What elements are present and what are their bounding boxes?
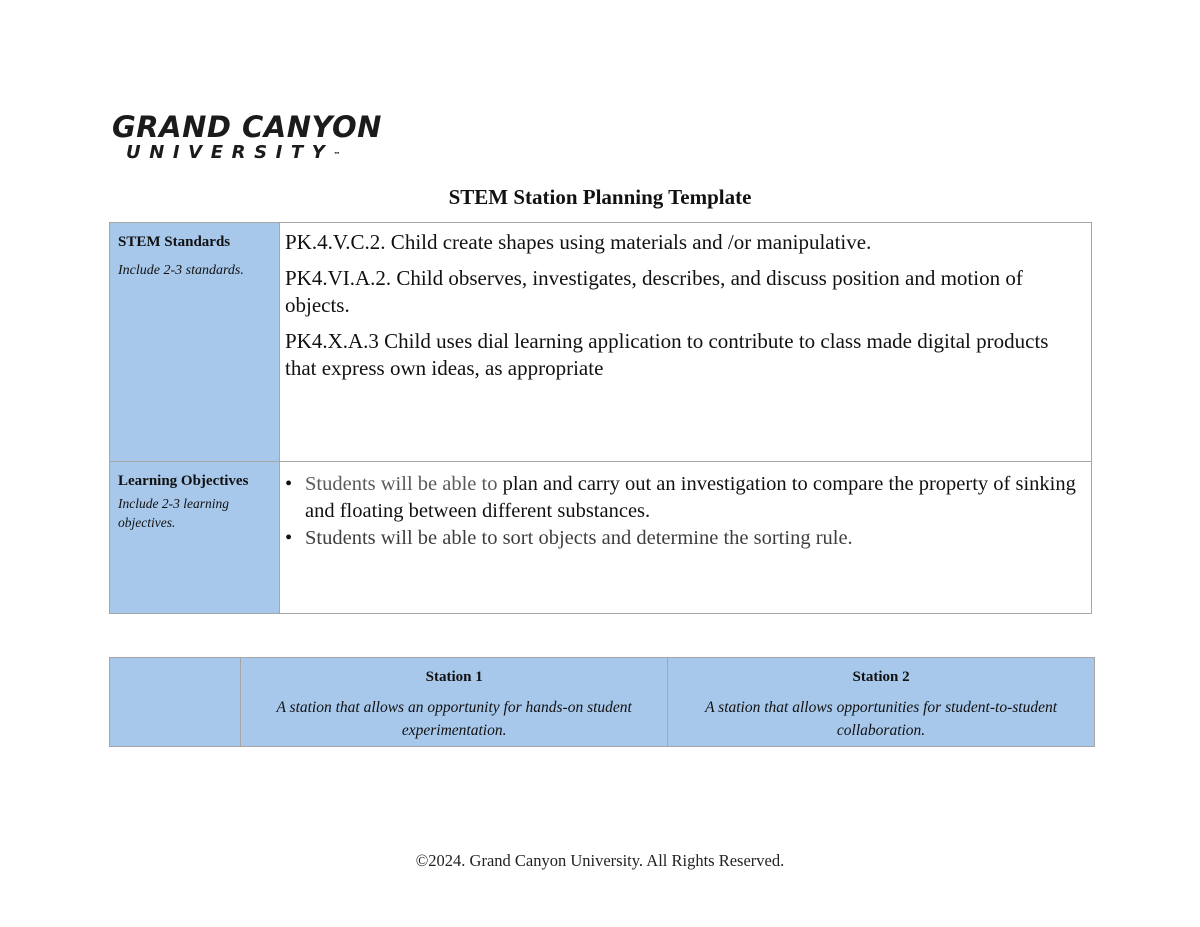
objective-prefix: Students will be able to	[305, 473, 498, 495]
trademark-symbol: ™	[333, 151, 341, 159]
standards-label-cell	[110, 223, 280, 462]
standards-content-cell	[280, 223, 1092, 462]
standard-item: PK4.VI.A.2. Child observes, investigates, describes, and discuss position and motion of objects.	[285, 266, 1023, 317]
standards-row	[110, 223, 1092, 462]
bullet-icon: •	[285, 473, 293, 495]
standards-note: Include 2-3 standards.	[118, 263, 244, 278]
logo-line-2-text: UNIVERSITY	[126, 142, 334, 163]
objectives-label: Learning Objectives	[118, 473, 249, 489]
objective-text: Students will be able to sort objects and determine the sorting rule.	[305, 527, 853, 549]
objective-item	[285, 471, 1085, 525]
objectives-row	[110, 462, 1092, 614]
document-title: STEM Station Planning Template	[448, 185, 752, 209]
objective-text: plan and carry out an investigation to compare the property of sinking and floating between different substances.	[305, 473, 1076, 522]
station-2-name: Station 2	[852, 669, 910, 685]
gcu-logo	[112, 110, 382, 164]
standard-item: PK.4.V.C.2. Child create shapes using materials and /or manipulative.	[285, 230, 872, 254]
standard-item: PK4.X.A.3 Child uses dial learning application to contribute to class made digital products that express own ideas, as appropriate	[285, 329, 1049, 380]
objectives-list	[285, 471, 1085, 552]
stations-table	[109, 657, 1095, 747]
objectives-note: Include 2-3 learning objectives.	[118, 496, 229, 530]
station-1-cell	[241, 658, 668, 747]
objective-item	[285, 525, 1085, 552]
logo-line-2	[126, 142, 372, 164]
stations-header-row	[110, 658, 1095, 747]
copyright-footer: ©2024. Grand Canyon University. All Rights Reserved.	[415, 851, 785, 870]
station-1-name: Station 1	[425, 669, 483, 685]
standards-label: STEM Standards	[118, 234, 231, 250]
station-1-description: A station that allows an opportunity for hands-on student experimentation.	[276, 699, 632, 739]
objectives-label-cell	[110, 462, 280, 614]
planning-table	[109, 222, 1092, 614]
station-2-cell	[668, 658, 1095, 747]
bullet-icon: •	[285, 527, 293, 549]
logo-line-1: GRAND CANYON	[112, 110, 382, 144]
station-2-description: A station that allows opportunities for student-to-student collaboration.	[705, 699, 1058, 739]
stations-blank-cell	[110, 658, 241, 747]
objectives-content-cell	[280, 462, 1092, 614]
